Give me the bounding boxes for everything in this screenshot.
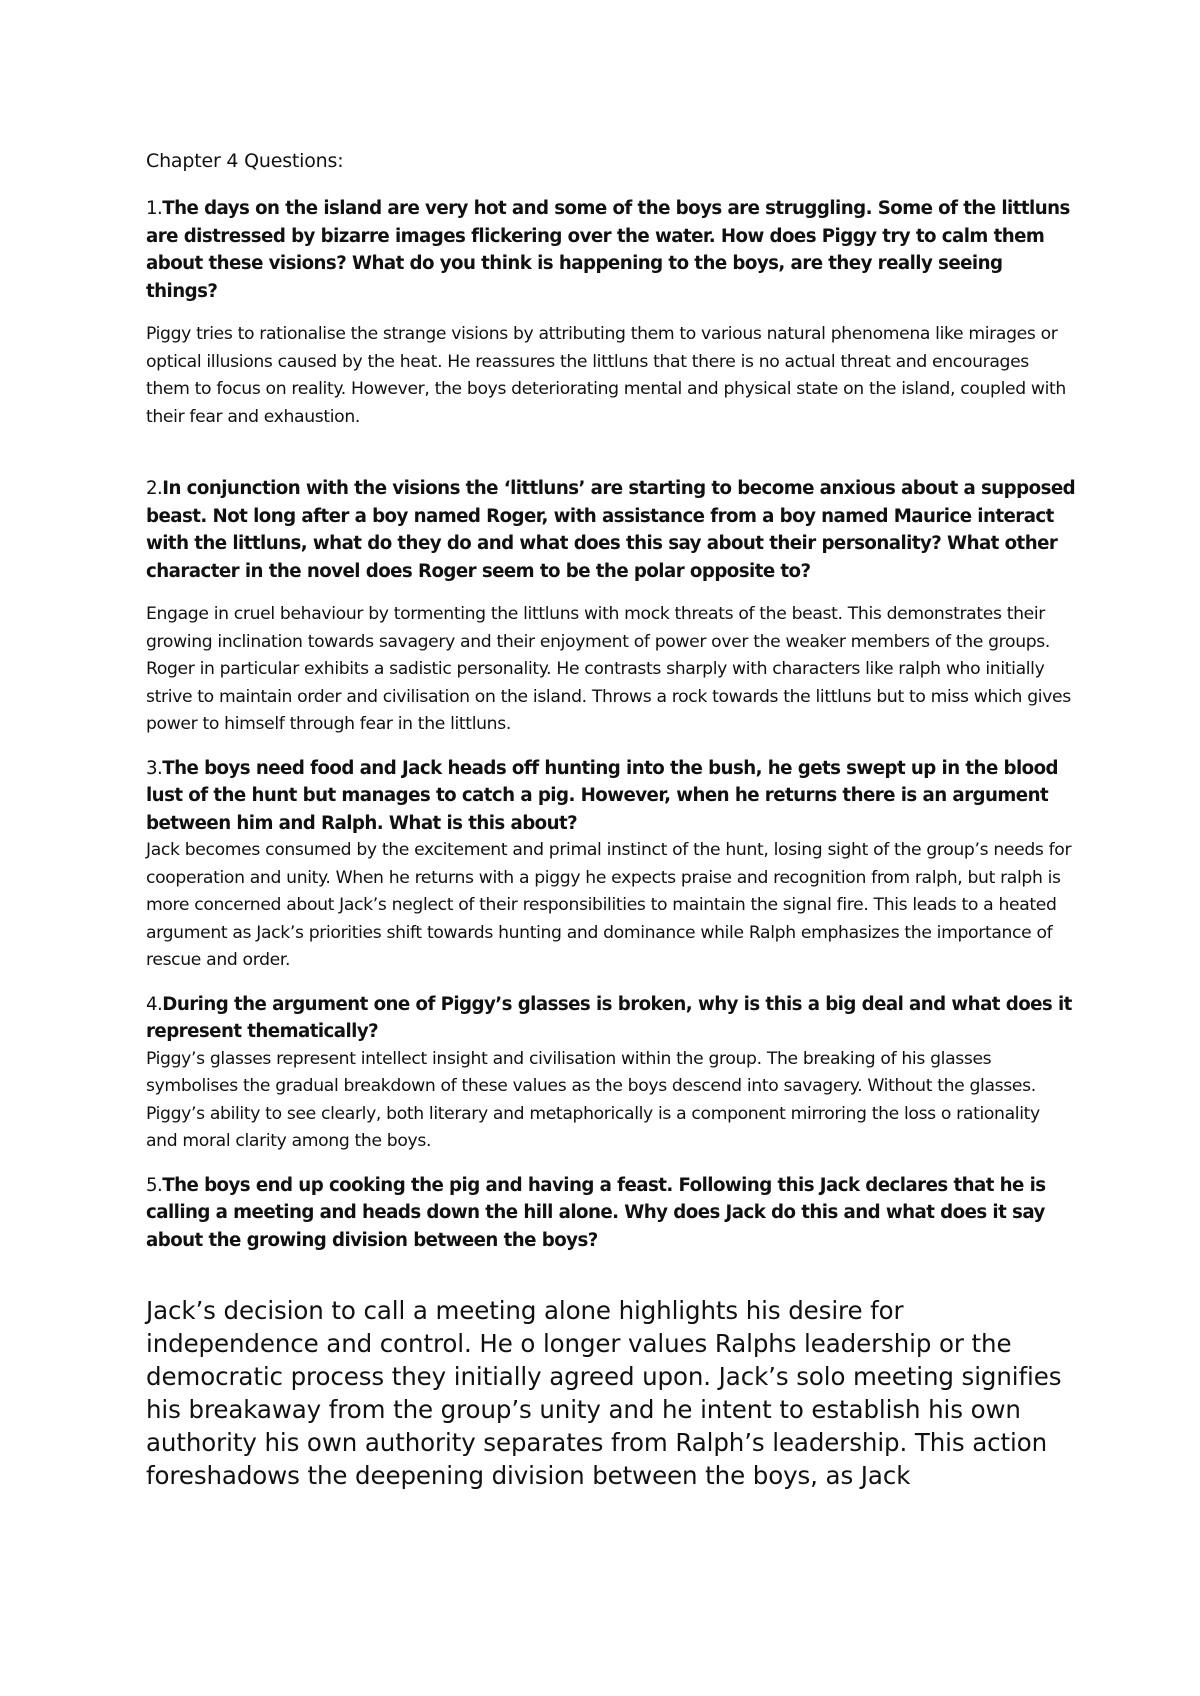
- spacer: [146, 1156, 1076, 1172]
- answer-5: Jack’s decision to call a meeting alone highlights his desire for independence and control. He o longer values Ralphs leadership or the democratic process they initially agreed upon. Jack’s solo meeting signifies his breakaway from the group’s unity and he intent to establish his own authority his own authority separates from Ralph’s leadership. This action foreshadows the deepening division between the boys, as Jack: [146, 1296, 1062, 1490]
- question-2: [146, 475, 1076, 585]
- spacer: [146, 431, 1076, 475]
- question-5: [146, 1172, 1076, 1255]
- question-number: 1.: [146, 198, 163, 219]
- spacer: [146, 1254, 1076, 1294]
- spacer: [146, 585, 1076, 601]
- answer-3: Jack becomes consumed by the excitement and primal instinct of the hunt, losing sight of the group’s needs for cooperation and unity. When he returns with a piggy he expects praise and recognition from ralph, but ralph is more concerned about Jack’s neglect of their responsibilities to maintain the signal fire. This leads to a heated argument as Jack’s priorities shift towards hunting and dominance while Ralph emphasizes the importance of rescue and order.: [146, 840, 1072, 970]
- document-heading: Chapter 4 Questions:: [146, 150, 344, 172]
- document-body: [146, 148, 1076, 1492]
- spacer: [146, 739, 1076, 755]
- question-text: During the argument one of Piggy’s glasses is broken, why is this a big deal and what does it represent thematically?: [146, 993, 1072, 1042]
- spacer: [146, 305, 1076, 321]
- question-number: 4.: [146, 993, 163, 1015]
- question-number: 3.: [146, 757, 163, 779]
- answer-2: Engage in cruel behaviour by tormenting the littluns with mock threats of the beast. This demonstrates their growing inclination towards savagery and their enjoyment of power over the weaker members of the groups. Roger in particular exhibits a sadistic personality. He contrasts sharply with characters like ralph who initially strive to maintain order and civilisation on the island. Throws a rock towards the littluns but to miss which gives power to himself through fear in the littluns.: [146, 604, 1071, 734]
- question-text: In conjunction with the visions the ‘littluns’ are starting to become anxious about a supposed beast. Not long after a boy named Roger, with assistance from a boy named Maurice interact with the littluns, what do they do and what does this say about their personality? What other character in the novel does Roger seem to be the polar opposite to?: [146, 478, 1076, 582]
- question-text: The days on the island are very hot and some of the boys are struggling. Some of the littluns are distressed by bizarre images flickering over the water. How does Piggy try to calm them about these visions? What do you think is happening to the boys, are they really seeing things?: [146, 198, 1070, 302]
- question-1: [146, 195, 1076, 305]
- question-text: The boys need food and Jack heads off hunting into the bush, he gets swept up in the blood lust of the hunt but manages to catch a pig. However, when he returns there is an argument between him and Ralph. What is this about?: [146, 757, 1059, 834]
- answer-1: Piggy tries to rationalise the strange visions by attributing them to various natural phenomena like mirages or optical illusions caused by the heat. He reassures the littluns that there is no actual threat and encourages them to focus on reality. However, the boys deteriorating mental and physical state on the island, coupled with their fear and exhaustion.: [146, 324, 1066, 427]
- spacer: [146, 975, 1076, 991]
- answer-4: Piggy’s glasses represent intellect insight and civilisation within the group. The breaking of his glasses symbolises the gradual breakdown of these values as the boys descend into savagery. Without the glasses. Piggy’s ability to see clearly, both literary and metaphorically is a component mirroring the loss o rationality and moral clarity among the boys.: [146, 1048, 1040, 1151]
- question-number: 5.: [146, 1174, 163, 1196]
- question-number: 2.: [146, 478, 163, 499]
- question-text: The boys end up cooking the pig and having a feast. Following this Jack declares that he is calling a meeting and heads down the hill alone. Why does Jack do this and what does it say about the growing division between the boys?: [146, 1174, 1046, 1251]
- question-3: [146, 755, 1076, 838]
- question-4: [146, 991, 1076, 1046]
